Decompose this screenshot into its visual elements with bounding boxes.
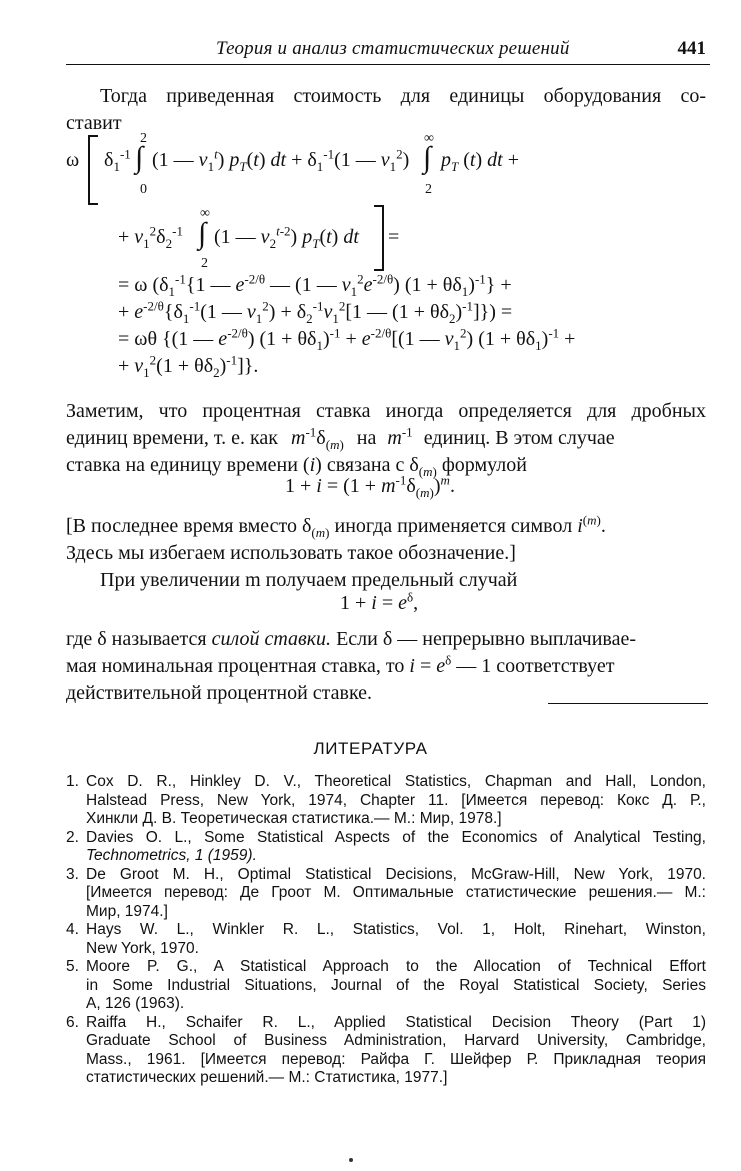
references-list xyxy=(66,773,706,1088)
remark-line-3-a: ставка на единицу времени xyxy=(66,454,298,476)
running-title: Теория и анализ статистических решений xyxy=(216,38,570,59)
remark-line-3-c: формулой xyxy=(441,454,527,476)
reference-item xyxy=(66,829,706,866)
remark-line-2-b: на xyxy=(356,427,377,449)
force-line-3: действительной процентной ставке. xyxy=(66,682,373,704)
note-line-1-b: иногда применяется символ xyxy=(334,515,573,537)
eq-upper-limit-2: ∞ xyxy=(424,131,434,146)
reference-item xyxy=(66,958,706,1014)
eq-row-3: = ω ($\delta_1^{-1}\{1$ — $e^{-2/\theta}$ — (1 — $v_1^2e^{-2/\theta}$) $(1 + \theta\delta_1)^{-1}$} + xyxy=(118,271,512,299)
limit-formula: $1 + i = e^\delta$, xyxy=(340,589,419,614)
running-header xyxy=(66,36,710,66)
eq-row-1-term-1: (1 — $v_1^t$) $p_T(t)$ dt + $\delta_1^{-1}(1$ — $v_1^2$) xyxy=(152,146,410,174)
reference-line: Мир, 1974.] xyxy=(86,902,168,920)
reference-number: 5. xyxy=(66,958,79,975)
reference-line: in Some Industrial Situations, Journal of the Royal Statistical Society, Series xyxy=(86,976,706,994)
force-line-2: мая номинальная процентная ставка, то $i = e^\delta$ — 1 соответствует xyxy=(66,652,615,677)
remark-line-2: единиц времени, т. е. как $m^{-1}\delta_{(m)}$ на $m^{-1}$ единиц. В этом случае xyxy=(66,424,615,452)
interest-formula: $1 + i = (1 + m^{-1}\delta_{(m)})^m$. xyxy=(285,472,455,500)
remark-symbol-m-delta: m xyxy=(290,427,306,449)
eq-row-5: = ωθ {(1 — $e^{-2/\theta}$) $(1 + \theta\delta_1)^{-1} + e^{-2/\theta}[(1$ — $v_1^2$) $(1 + \theta\delta_1)^{-1}$ + xyxy=(118,325,576,353)
eq-left-bracket xyxy=(88,135,98,205)
reference-line: Davies O. L., Some Statistical Aspects of the Economics of Analytical Testing, xyxy=(86,828,706,846)
note-line-2: Здесь мы избегаем использовать такое обозначение.] xyxy=(66,542,516,564)
reference-line: Moore P. G., A Statistical Approach to the Allocation of Technical Effort xyxy=(86,958,706,975)
force-term: силой ставки. xyxy=(211,628,332,650)
remark-line-2-a: единиц времени, т. е. как xyxy=(66,427,278,449)
reference-line: статистических решений.— М.: Статистика, 1977.] xyxy=(86,1069,448,1086)
reference-line: Хинкли Д. В. Теоретическая статистика.— М.: Мир, 1978.] xyxy=(86,810,502,827)
intro-line-1: Тогда приведенная стоимость для единицы оборудования со- xyxy=(100,85,706,107)
eq-row-6: + $v_1^2(1 + \theta\delta_2)^{-1}$]}. xyxy=(118,352,259,380)
force-line-2-a: мая номинальная процентная ставка, то xyxy=(66,655,405,677)
eq-integral-3: ∫ xyxy=(198,217,207,250)
reference-item xyxy=(66,866,706,922)
force-line-1-a: где δ называется xyxy=(66,628,207,650)
force-paragraph xyxy=(66,626,706,707)
intro-paragraph xyxy=(66,83,706,137)
reference-item xyxy=(66,921,706,958)
eq-row-1-term-2: $p_T$ (t) dt + xyxy=(441,149,519,174)
reference-line: Technometrics, 1 (1959). xyxy=(86,847,257,864)
eq-lower-limit-1: 0 xyxy=(140,182,147,197)
reference-line: A, 126 (1963). xyxy=(86,995,185,1012)
reference-line: Graduate School of Business Administration, Harvard University, Cambridge, xyxy=(86,1032,706,1049)
reference-line: Cox D. R., Hinkley D. V., Theoretical Statistics, Chapman and Hall, London, xyxy=(86,773,706,790)
header-rule xyxy=(66,64,710,65)
eq-row-4: + $e^{-2/\theta}\{\delta_1^{-1}(1$ — $v_1^2) + \delta_2^{-1}v_1^2[1$ — $(1 + \theta\delta_2)^{-1}$]}) = xyxy=(118,298,513,326)
eq-integral-1: ∫ xyxy=(135,141,144,174)
force-line-2-b: соответствует xyxy=(496,655,615,677)
eq-right-bracket xyxy=(374,205,384,271)
remark-line-1: Заметим, что процентная ставка иногда определяется для дробных xyxy=(66,400,706,422)
reference-line: Halstead Press, New York, 1974, Chapter 11. [Имеется перевод: Кокс Д. Р., xyxy=(86,791,706,809)
reference-line: Raiffa H., Schaifer R. L., Applied Statistical Decision Theory (Part 1) xyxy=(86,1013,706,1031)
eq-lower-limit-3: 2 xyxy=(201,256,208,271)
note-paragraph xyxy=(66,513,706,594)
reference-line: [Имеется перевод: Де Гроот М. Оптимальные статистические решения.— М.: xyxy=(86,884,706,901)
eq-upper-limit-3: ∞ xyxy=(200,206,210,221)
reference-line: Hays W. L., Winkler R. L., Statistics, Vol. 1, Holt, Rinehart, Winston, xyxy=(86,921,706,938)
reference-line: De Groot M. H., Optimal Statistical Decisions, McGraw-Hill, New York, 1970. xyxy=(86,865,706,883)
eq-row-2-term: (1 — $v_2^{t-2}$) $p_T(t)$ dt xyxy=(214,223,359,251)
eq-integral-2: ∫ xyxy=(423,141,432,174)
remark-paragraph xyxy=(66,398,706,479)
force-line-1-c: Если δ — непрерывно выплачивае- xyxy=(336,628,637,650)
eq-row-2: + $v_1^2\delta_2^{-1}$ xyxy=(118,223,183,251)
note-line-1-a: [В последнее время вместо xyxy=(66,515,297,537)
reference-number: 2. xyxy=(66,828,79,846)
reference-number: 6. xyxy=(66,1013,79,1031)
reference-line: Mass., 1961. [Имеется перевод: Райфа Г. Шейфер Р. Прикладная теория xyxy=(86,1050,706,1068)
eq-row-1: $\delta_1^{-1}$ xyxy=(104,146,131,174)
remark-symbol-m-inv: m xyxy=(387,427,402,449)
force-line-1 xyxy=(66,626,706,653)
references-title: ЛИТЕРАТУРА xyxy=(313,739,428,758)
page-speck xyxy=(349,1158,353,1162)
eq-equals-1: = xyxy=(388,226,400,248)
reference-line: New York, 1970. xyxy=(86,939,199,957)
reference-number: 3. xyxy=(66,865,79,883)
note-line-1: [В последнее время вместо $\delta_{(m)}$ иногда применяется символ $i^{(m)}$. xyxy=(66,512,606,540)
section-end-rule xyxy=(548,703,708,704)
reference-number: 4. xyxy=(66,921,79,938)
page-number: 441 xyxy=(677,38,706,59)
reference-number: 1. xyxy=(66,773,79,790)
limit-line: При увеличении m получаем предельный случай xyxy=(100,569,518,591)
remark-line-2-c: единиц. В этом случае xyxy=(423,427,615,449)
remark-line-3-b: связана с xyxy=(326,454,405,476)
remark-line-3: ставка на единицу времени (i) связана с $\delta_{(m)}$ формулой xyxy=(66,454,527,479)
intro-line-2: ставит xyxy=(66,112,122,134)
eq-omega: ω xyxy=(66,149,80,171)
reference-item xyxy=(66,1014,706,1088)
eq-upper-limit-1: 2 xyxy=(140,131,147,146)
eq-lower-limit-2: 2 xyxy=(425,182,432,197)
reference-item xyxy=(66,773,706,829)
